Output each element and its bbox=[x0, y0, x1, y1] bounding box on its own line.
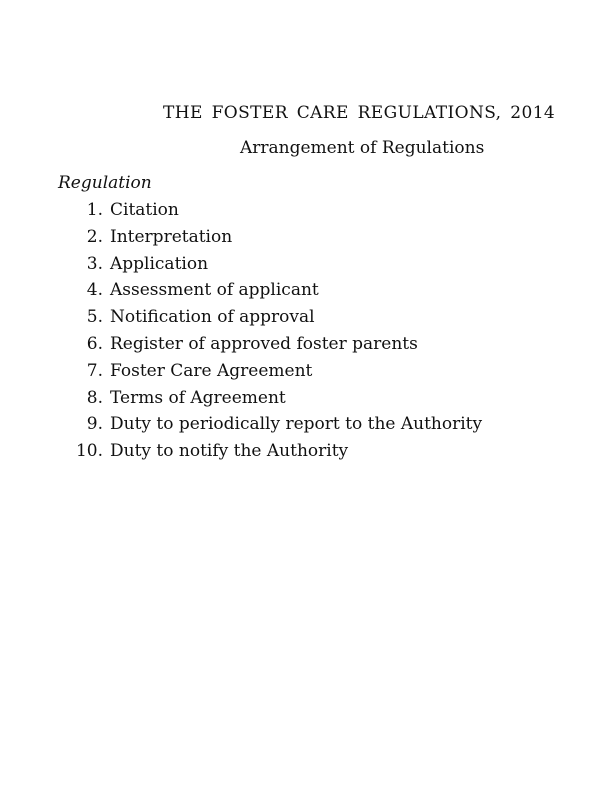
item-label: Terms of Agreement bbox=[110, 387, 286, 408]
list-item bbox=[58, 224, 578, 251]
list-item bbox=[58, 251, 578, 278]
item-label: Citation bbox=[110, 200, 179, 220]
item-label: Duty to notify the Authority bbox=[110, 441, 349, 462]
document-title: THE FOSTER CARE REGULATIONS, 2014 bbox=[163, 103, 556, 123]
item-number: 10. bbox=[75, 441, 103, 462]
item-label: Foster Care Agreement bbox=[110, 360, 313, 381]
list-item bbox=[58, 277, 578, 304]
item-label: Duty to periodically report to the Authority bbox=[110, 414, 483, 435]
section-label: Regulation bbox=[58, 173, 152, 193]
regulation-list bbox=[58, 197, 578, 465]
list-item bbox=[58, 438, 578, 465]
list-item bbox=[58, 385, 578, 412]
item-number: 9. bbox=[86, 414, 103, 435]
item-label: Interpretation bbox=[110, 226, 233, 247]
item-number: 4. bbox=[86, 280, 103, 301]
item-number: 1. bbox=[86, 200, 103, 220]
list-item bbox=[58, 304, 578, 331]
item-number: 2. bbox=[86, 226, 103, 247]
item-number: 7. bbox=[86, 360, 103, 381]
item-number: 6. bbox=[86, 333, 103, 354]
list-item bbox=[58, 197, 578, 224]
item-number: 5. bbox=[86, 307, 103, 328]
item-label: Assessment of applicant bbox=[110, 280, 319, 301]
item-number: 3. bbox=[86, 253, 103, 274]
item-number: 8. bbox=[86, 387, 103, 408]
item-label: Application bbox=[110, 253, 209, 274]
item-label: Notification of approval bbox=[110, 307, 315, 328]
list-item bbox=[58, 411, 578, 438]
list-item bbox=[58, 331, 578, 358]
list-item bbox=[58, 358, 578, 385]
document-subtitle: Arrangement of Regulations bbox=[240, 138, 485, 158]
item-label: Register of approved foster parents bbox=[110, 333, 418, 354]
